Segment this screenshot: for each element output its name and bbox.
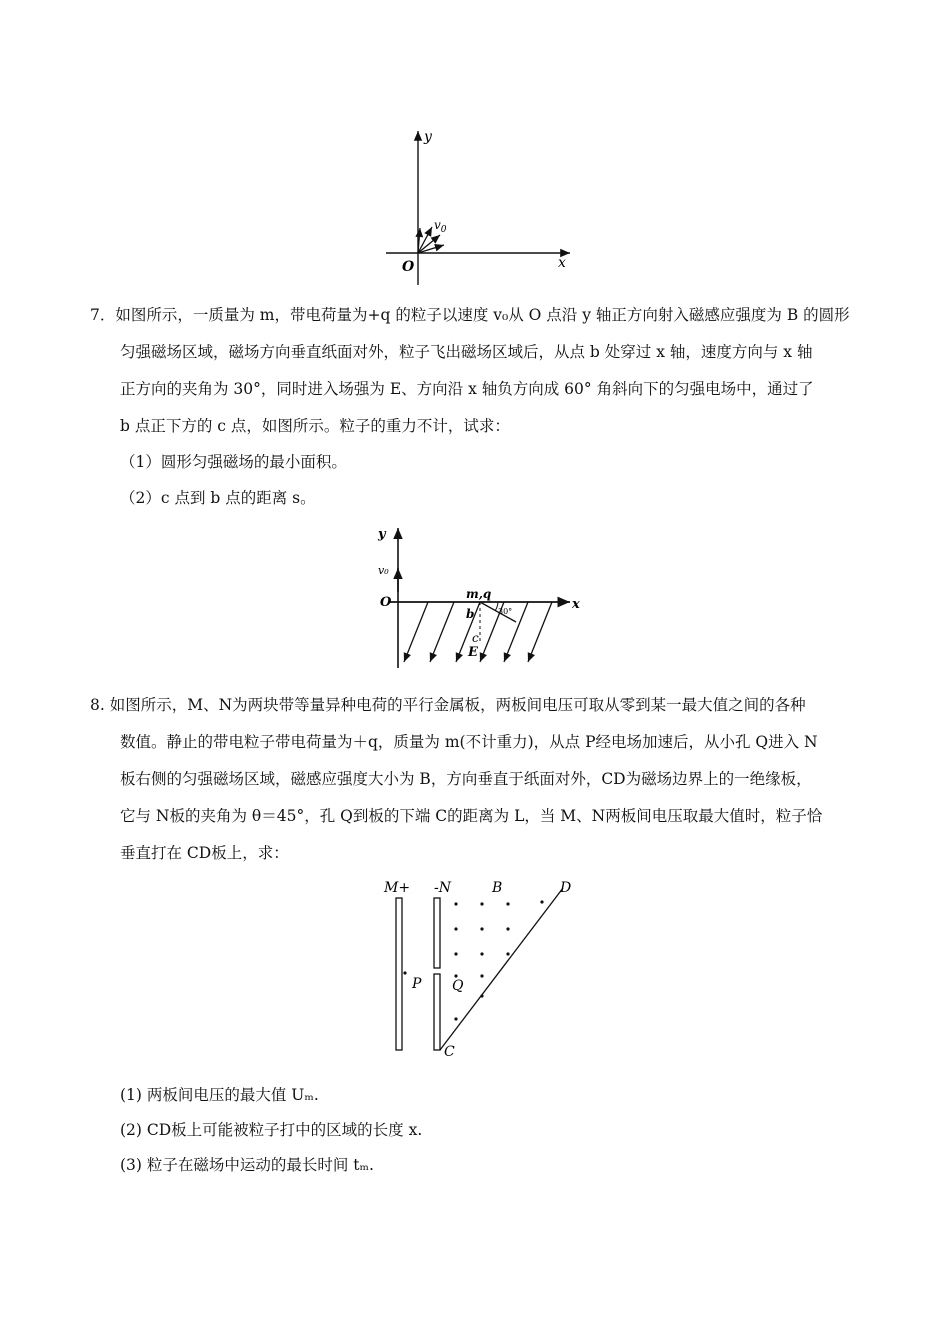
q8-line-4: 它与 N板的夹角为 θ＝45°，孔 Q到板的下端 C的距离为 L，当 M、N两板间电压取最大值时，粒子恰 [120,807,823,825]
point-p [403,971,406,974]
plate-n-upper [434,898,440,968]
figure-1-axes [380,125,580,290]
q7-line-4: b 点正下方的 c 点，如图所示。粒子的重力不计，试求： [120,417,510,435]
point-c-label: C [444,1044,455,1060]
magnetic-field-dots [454,900,543,1020]
velocity-arrow-2 [418,235,440,253]
hole-q-label: Q [452,978,464,994]
q8-subquestion-1: (1) 两板间电压的最大值 Uₘ. [120,1086,319,1104]
velocity-label: $v_0$ [434,218,447,235]
origin-label: O [380,595,392,610]
y-axis-label: y [424,129,432,145]
point-d-label: D [560,880,572,896]
plate-n-label: -N [434,880,451,896]
angle-label: 30° [498,607,513,616]
x-axis-label: x [572,597,580,612]
q7-subquestion-2: （2）c 点到 b 点的距离 s。 [120,489,316,507]
q7-line-3: 正方向的夹角为 30°，同时进入场强为 E、方向沿 x 轴负方向成 60° 角斜向下的匀强电场中，通过了 [120,380,814,398]
c-point-label: c [472,631,479,645]
q8-line-1: 8. 如图所示，M、N为两块带等量异种电荷的平行金属板，两板间电压可取从零到某一最大值之间的各种 [90,696,806,714]
b-point-label: b [466,607,475,621]
point-p-label: P [412,976,422,992]
q7-line-2: 匀强磁场区域，磁场方向垂直纸面对外，粒子飞出磁场区域后，从点 b 处穿过 x 轴，速度方向与 x 轴 [120,343,813,361]
v0-label: v₀ [378,564,389,577]
q8-subquestion-3: (3) 粒子在磁场中运动的最长时间 tₘ. [120,1156,374,1174]
q7-subquestion-1: （1）圆形匀强磁场的最小面积。 [120,453,347,471]
y-axis-label: y [378,527,386,542]
plate-n-lower [434,974,440,1050]
origin-label: O [402,259,415,275]
plate-m-label: M+ [384,880,411,896]
q8-line-2: 数值。静止的带电粒子带电荷量为＋q，质量为 m(不计重力)，从点 P经电场加速后，从小孔 Q进入 N [120,733,818,751]
field-b-label: B [492,880,503,896]
figure-2-field [368,522,588,672]
q8-subquestion-2: (2) CD板上可能被粒子打中的区域的长度 x. [120,1121,423,1139]
x-axis-label: x [558,255,566,271]
plate-m [396,898,402,1050]
figure-3-plates [378,876,588,1061]
e-field-label: E [468,645,478,660]
q8-line-5: 垂直打在 CD板上，求： [120,844,289,862]
q8-line-3: 板右侧的匀强磁场区域，磁感应强度大小为 B，方向垂直于纸面对外，CD为磁场边界上的一绝缘板， [120,770,812,788]
insulating-board-cd [440,888,563,1050]
mq-label: m,q [466,587,492,601]
q7-line-1: 7．如图所示，一质量为 m，带电荷量为+q 的粒子以速度 v₀从 O 点沿 y 轴正方向射入磁感应强度为 B 的圆形 [90,306,850,324]
